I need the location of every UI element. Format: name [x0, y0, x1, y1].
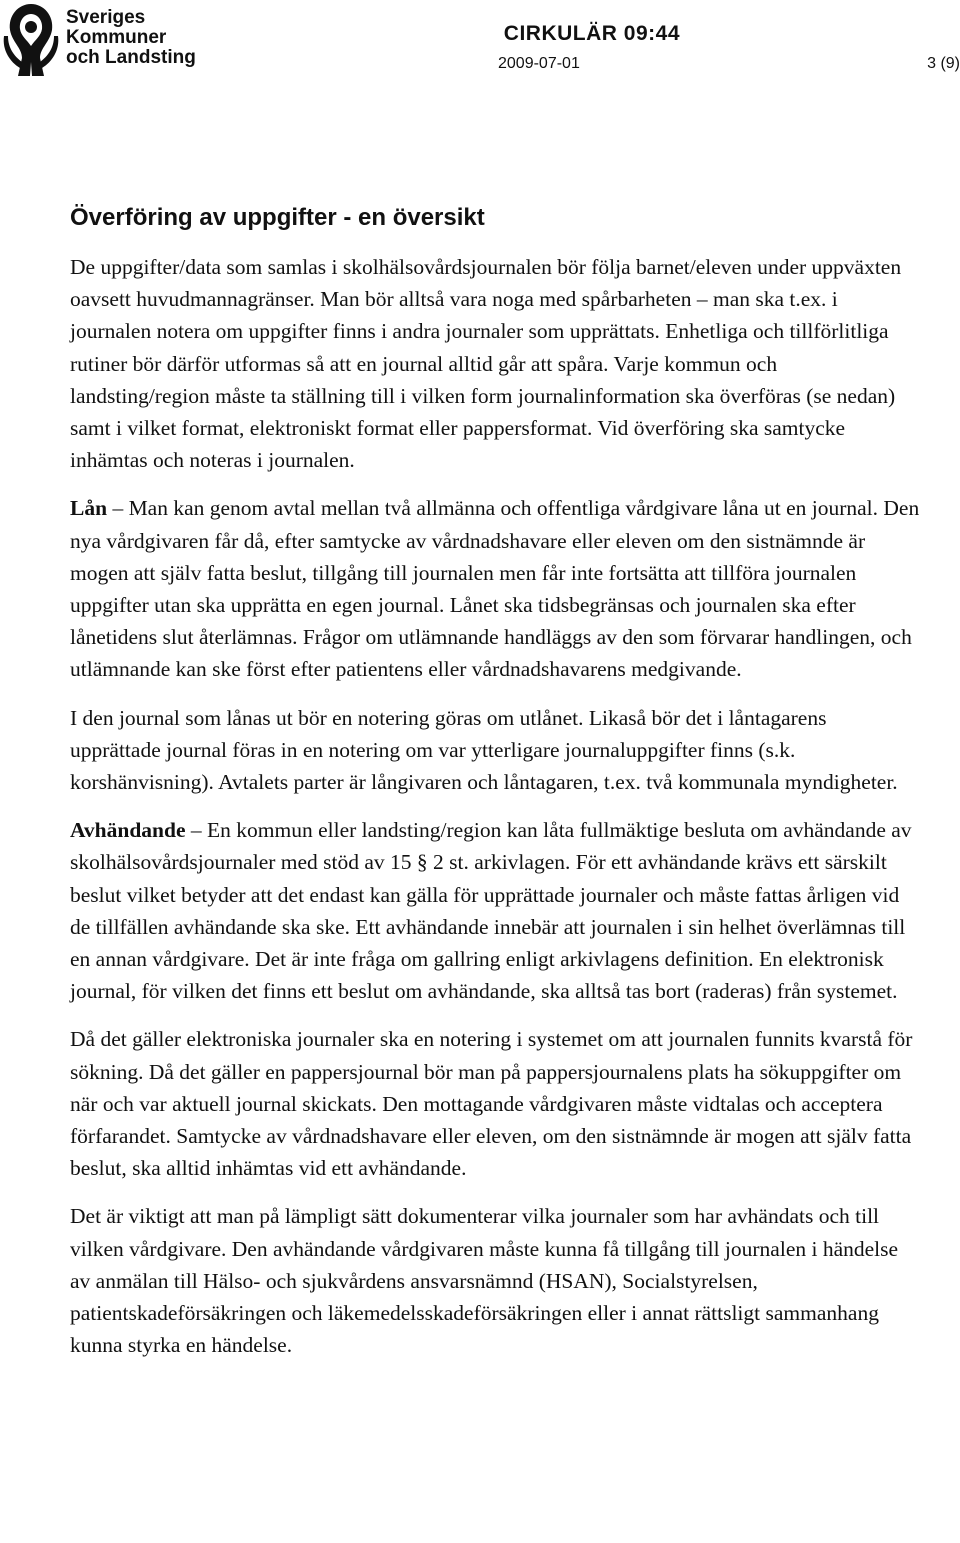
- paragraph-text: Då det gäller elektroniska journaler ska en notering i systemet om att journalen funnits kvarstå för sökning. Då det gäller en pappersjournal bör man på pappersjournalens plats ha sökuppgifter om när och var aktuell journal skickats. Den mottagande vårdgivaren måste vidtalas och acceptera förfarandet. Samtycke av vårdnadshavare eller eleven, om den sistnämnde är mogen att själv fatta beslut, ska alltid inhämtas vid ett avhändande.: [70, 1027, 913, 1181]
- document-date: 2009-07-01: [498, 55, 580, 72]
- section-heading: Överföring av uppgifter - en översikt: [70, 204, 485, 231]
- paragraph-loan: [70, 492, 922, 685]
- logo-line-1: Sveriges: [66, 7, 146, 28]
- logo-emblem-icon: [0, 0, 62, 80]
- lead-dash: –: [107, 496, 129, 521]
- logo-line-2: Kommuner: [66, 27, 167, 48]
- paragraph-text: Man kan genom avtal mellan två allmänna och offentliga vårdgivare låna ut en journal. Den nya vårdgivaren får då, efter samtycke av vårdnadshavare eller eleven om den sistnämnde är mogen att själv fatta beslut, tillgång till journalen men får inte fortsätta att tillföra journalen uppgifter utan ska upprätta en egen journal. Lånet ska tidsbegränsas och journalen ska efter lånetidens slut återlämnas. Frågor om utlämnande handläggs av den som förvarar handlingen, och utlämnande kan ske först efter patientens eller vårdnadshavarens medgivande.: [70, 496, 920, 682]
- paragraph-documentation: [70, 1200, 922, 1361]
- paragraph-loan-notation: [70, 702, 922, 799]
- lead-dash: –: [185, 818, 208, 843]
- paragraph-electronic-journals: [70, 1023, 922, 1184]
- paragraph-text: Det är viktigt att man på lämpligt sätt dokumenterar vilka journaler som har avhändats och till vilken vårdgivare. Den avhändande vårdgivaren måste kunna få tillgång till journalen i händelse av anmälan till Hälso- och sjukvårdens ansvarsnämnd (HSAN), Socialstyrelsen, patientskadeförsäkringen och läkemedelsskadeförsäkringen eller i annat rättsligt sammanhang kunna styrka en händelse.: [70, 1204, 899, 1358]
- paragraph-overview: [70, 251, 922, 476]
- organization-logo: [0, 0, 200, 80]
- paragraph-lead-term: Lån: [70, 496, 108, 521]
- page-number: 3 (9): [927, 55, 960, 72]
- logo-wordmark: [66, 8, 196, 68]
- logo-line-3: och Landsting: [66, 47, 196, 68]
- paragraph-text: De uppgifter/data som samlas i skolhälsovårdsjournalen bör följa barnet/eleven under uppväxten oavsett huvudmannagränser. Man bör alltså vara noga med spårbarheten – man ska t.ex. i journalen notera om uppgifter finns i andra journaler som upprättats. Enhetliga och tillförlitliga rutiner bör därför utformas så att en journal alltid går att spåra. Varje kommun och landsting/region måste ta ställning till i vilken form journalinformation ska överföras (se nedan) samt i vilket format, elektroniskt format eller pappersformat. Vid överföring ska samtycke inhämtas och noteras i journalen.: [70, 255, 902, 473]
- paragraph-lead-term: Avhändande: [70, 818, 186, 843]
- paragraph-text: En kommun eller landsting/region kan låta fullmäktige besluta om avhändande av skolhälsovårdsjournaler med stöd av 15 § 2 st. arkivlagen. För ett avhändande krävs ett särskilt beslut vilket betyder att det endast kan gälla för upprättade journaler och måste fattas årligen vid de tillfällen avhändande ska ske. Ett avhändande innebär att journalen i sin helhet överlämnas till en annan vårdgivare. Det är inte fråga om gallring enligt arkivlagens definition. En elektronisk journal, för vilken det finns ett beslut om avhändande, ska alltså tas bort (raderas) från systemet.: [70, 818, 912, 1004]
- document-body: [70, 202, 922, 1378]
- paragraph-transfer: [70, 814, 922, 1007]
- paragraph-text: I den journal som lånas ut bör en notering göras om utlånet. Likaså bör det i låntagarens upprättade journal föras in en notering om var ytterligare journaluppgifter finns (s.k. korshänvisning). Avtalets parter är långivaren och låntagaren, t.ex. två kommunala myndigheter.: [70, 705, 898, 795]
- document-type: CIRKULÄR 09:44: [503, 22, 680, 45]
